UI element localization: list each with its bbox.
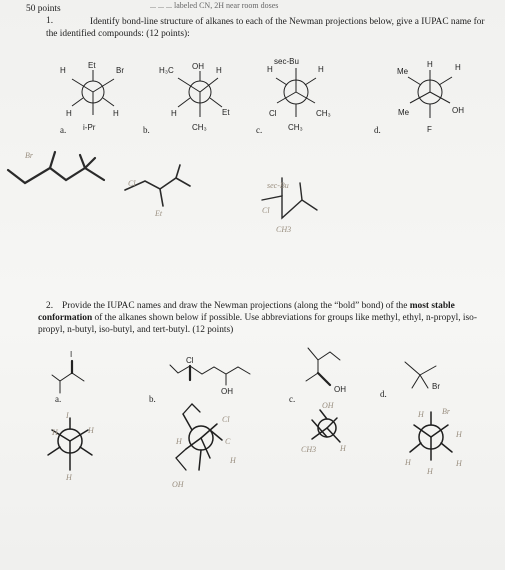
q2-structures <box>52 348 436 393</box>
hw-1a-br: Br <box>25 151 33 160</box>
handwritten-answers-q2 <box>48 404 452 470</box>
q2a-iodo: I <box>70 350 73 359</box>
q2c-letter: c. <box>289 394 296 404</box>
q1c-bot-left: Cl <box>269 109 277 118</box>
q1a-bottom: i-Pr <box>83 123 96 132</box>
q1b-top-mid: OH <box>192 62 204 71</box>
q2d-letter: d. <box>380 389 387 399</box>
hw-2a-h-right: H <box>88 426 94 435</box>
q1d-bottom: F <box>427 125 432 134</box>
hw-1c-ch3: CH3 <box>276 225 292 234</box>
hw-1b-et: Et <box>155 209 163 218</box>
hw-2c-ch3: CH3 <box>301 445 317 454</box>
q1b-bot-left: H <box>171 109 177 118</box>
q2-number: 2. <box>46 301 54 311</box>
newman-projection-1d <box>408 70 452 118</box>
hw-2b-h2: H <box>230 456 236 465</box>
q1-number: 1. <box>46 16 54 26</box>
q1d-letter: d. <box>374 125 381 135</box>
hw-2a-h-bottom: H <box>66 473 72 482</box>
q1c-top-right: H <box>318 65 324 74</box>
q1a-bot-right: H <box>113 109 119 118</box>
q1d-top-right: H <box>455 63 461 72</box>
hw-1c-secbu: sec-Bu <box>267 181 289 190</box>
hw-2c-oh: OH <box>322 401 334 410</box>
q1a-letter: a. <box>60 125 67 135</box>
q1a-top-left: H <box>60 66 66 75</box>
q1d-top-left: Me <box>397 67 409 76</box>
q1a-top-mid: Et <box>88 61 96 70</box>
hw-2b-h: H <box>176 437 182 446</box>
q1b-letter: b. <box>143 125 150 135</box>
points-label: 50 points <box>26 4 61 14</box>
hw-1b-cl: Cl <box>128 179 136 188</box>
hw-2c-h: H <box>340 444 346 453</box>
q1d-top-mid: H <box>427 60 433 69</box>
q1d-bot-left: Me <box>398 108 410 117</box>
q1c-letter: c. <box>256 125 263 135</box>
q2b-cl: Cl <box>186 356 194 365</box>
hw-2d-h4: H <box>456 459 462 468</box>
q1a-top-right: Br <box>116 66 124 75</box>
hw-2d-h3: H <box>405 458 411 467</box>
q2d-br: Br <box>432 382 440 391</box>
newman-projection-1a <box>72 70 114 115</box>
hw-2a-h-left: H <box>52 428 58 437</box>
q2a-letter: a. <box>55 394 62 404</box>
q2c-oh: OH <box>334 385 346 394</box>
q1c-bot-right: CH₃ <box>316 109 331 118</box>
hw-2d-h5: H <box>427 467 433 476</box>
hw-2b-oh: OH <box>172 480 184 489</box>
q2b-letter: b. <box>149 394 156 404</box>
q1c-top-left: H <box>267 65 273 74</box>
q2b-oh: OH <box>221 387 233 396</box>
hw-2b-c: C <box>225 437 231 446</box>
hw-1c-cl: Cl <box>262 206 270 215</box>
q1-prompt: Identify bond-line structure of alkanes to each of the Newman projections below, give a IUPAC name for the identified compounds: (12 points): <box>46 17 485 39</box>
hw-2d-br: Br <box>442 407 450 416</box>
q1b-bottom: CH₃ <box>192 123 207 132</box>
hw-2d-h1: H <box>418 410 424 419</box>
q1d-bot-right: OH <box>452 106 464 115</box>
newman-projection-1c <box>276 68 316 117</box>
q1b-top-left: H₃C <box>159 66 174 75</box>
q1a-bot-left: H <box>66 109 72 118</box>
hw-2b-cl: Cl <box>222 415 230 424</box>
hw-2d-h2: H <box>456 430 462 439</box>
q1b-bot-right: Et <box>222 108 230 117</box>
q1b-top-right: H <box>216 66 222 75</box>
newman-projection-1b <box>178 71 222 117</box>
q1c-top: sec-Bu <box>274 57 299 66</box>
q1c-bottom: CH₃ <box>288 123 303 132</box>
q2-prompt: Provide the IUPAC names and draw the Newman projections (along the “bold” bond) of the most stable conformation of the alkanes shown below if possible. Use abbreviations for groups like methyl, ethyl, n-propyl, iso-propyl, n-butyl, iso-butyl, and tert-butyl. (12 points) <box>38 301 477 335</box>
hw-2a-i: I <box>66 411 69 420</box>
